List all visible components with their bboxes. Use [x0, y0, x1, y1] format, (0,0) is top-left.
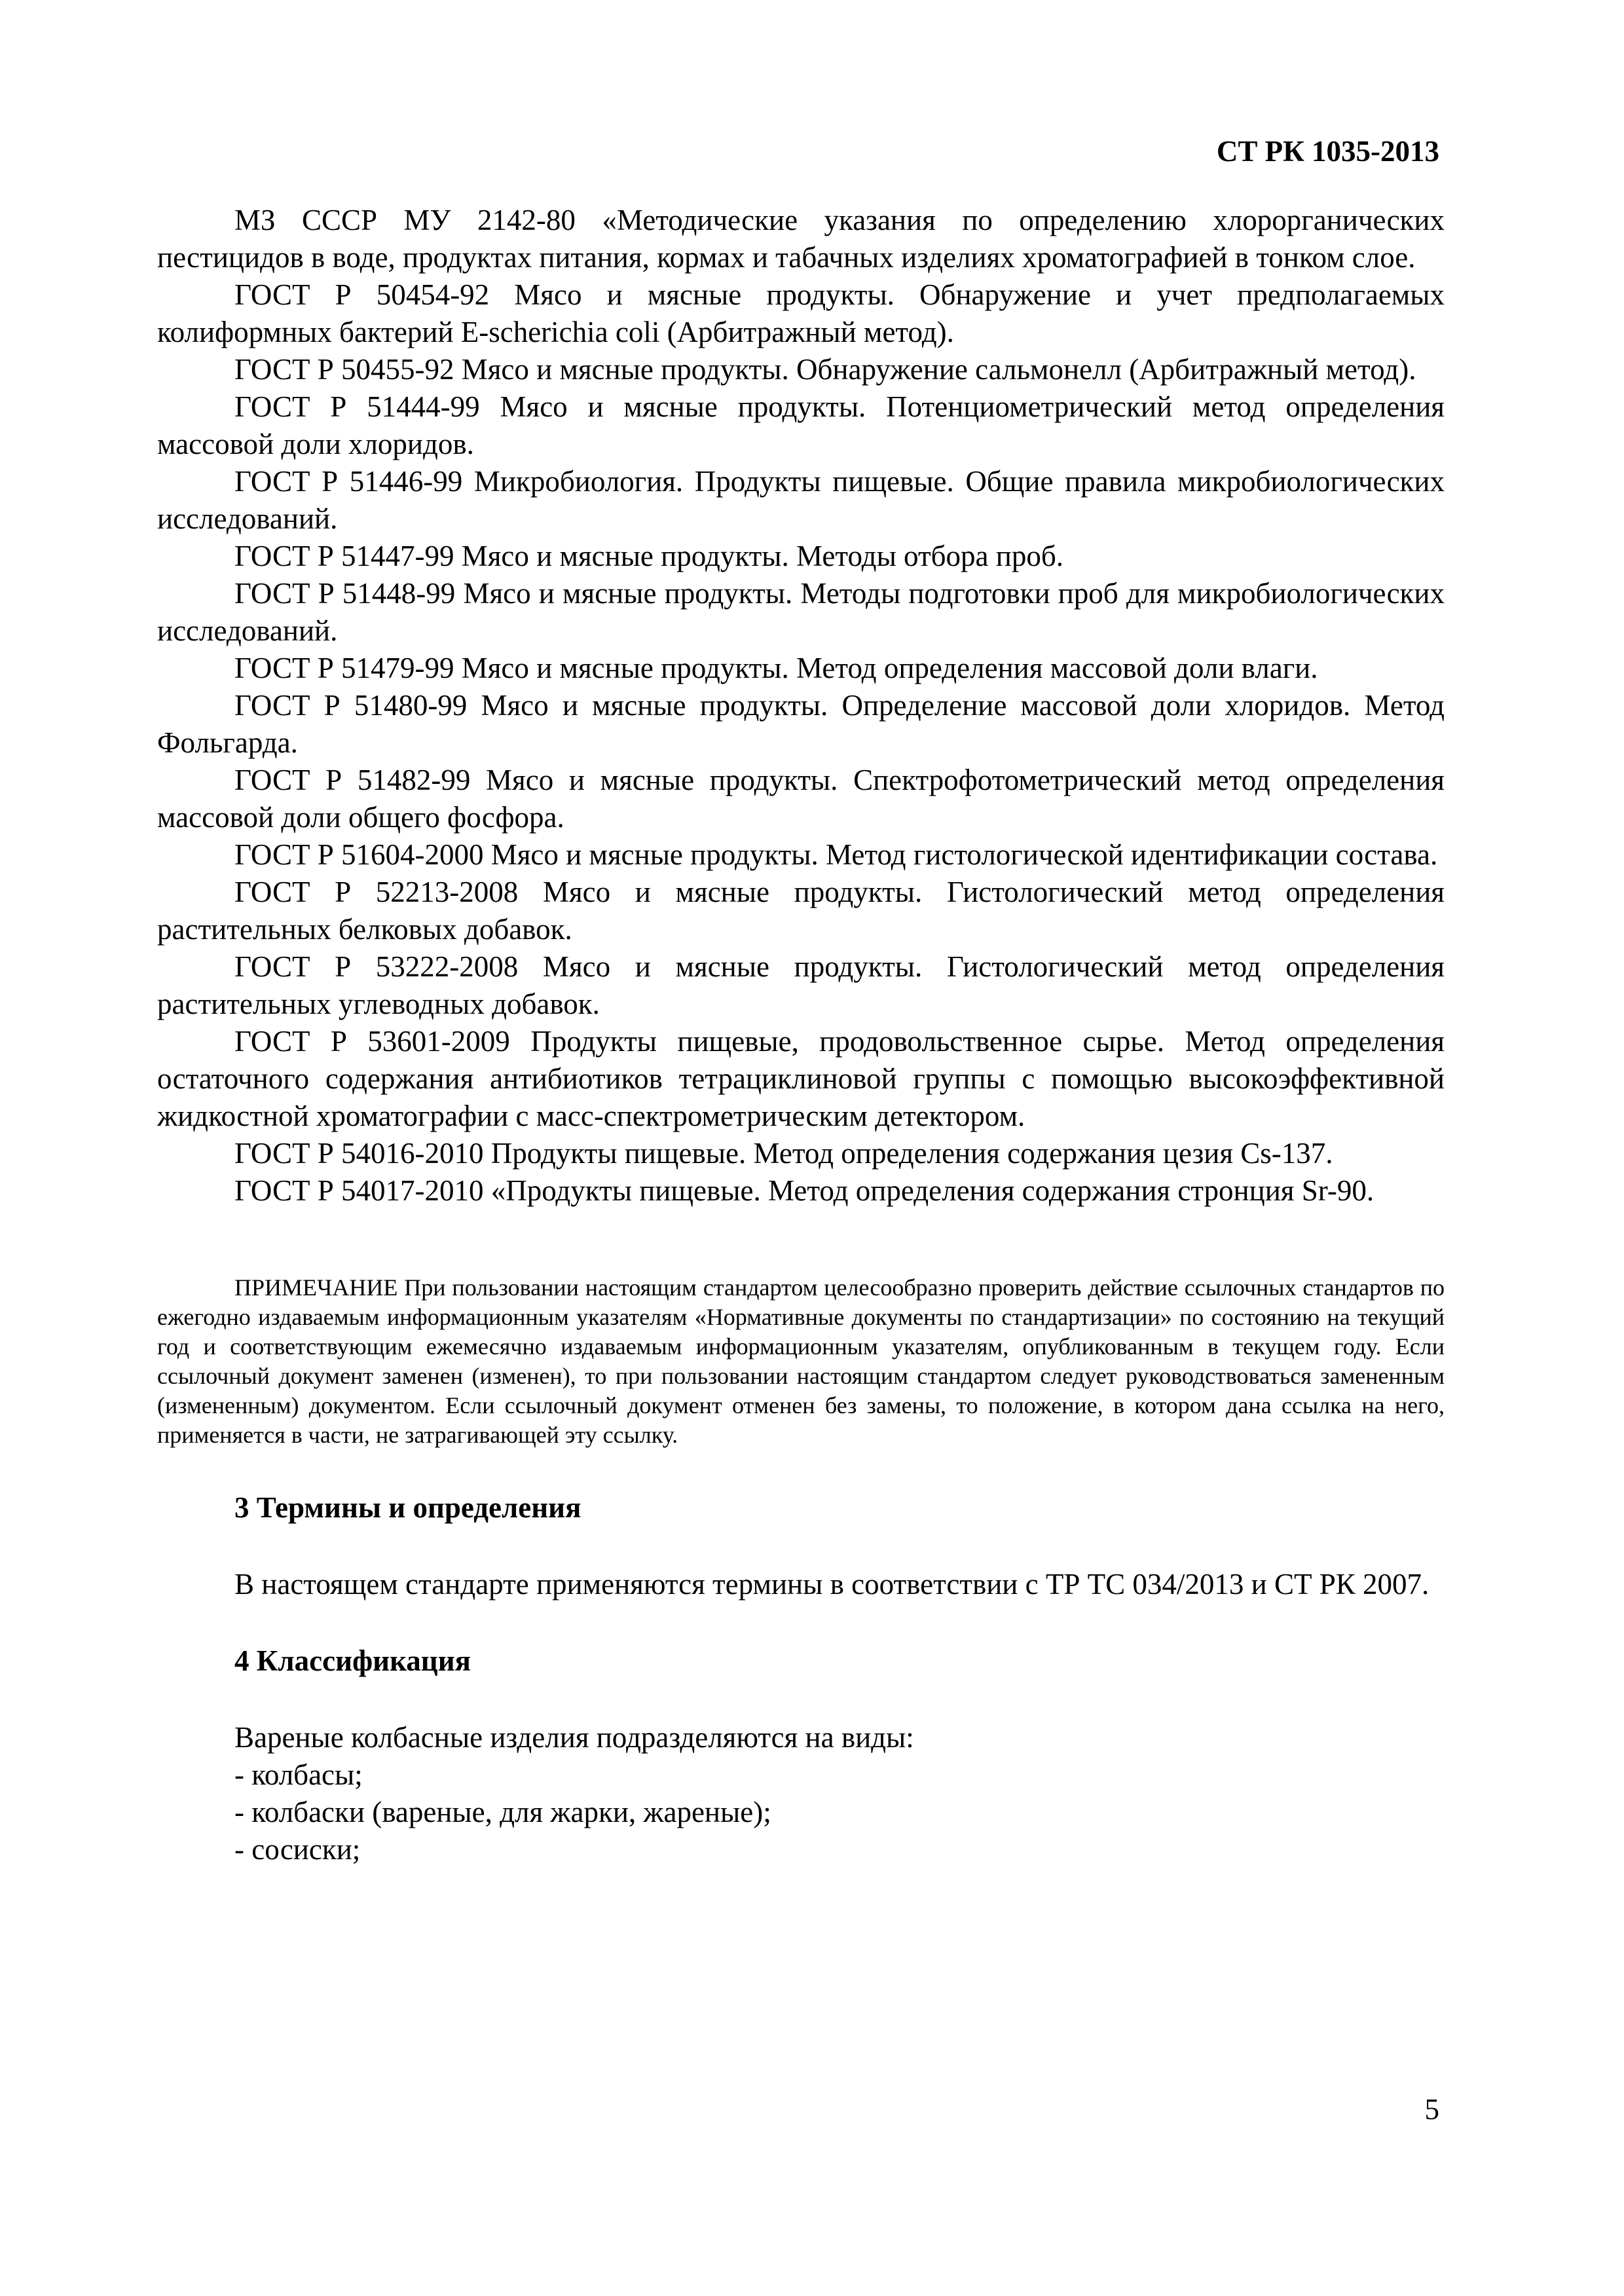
reference-item: ГОСТ Р 54017-2010 «Продукты пищевые. Метод определения содержания стронция Sr-90. — [234, 1174, 1375, 1207]
reference-item: ГОСТ Р 51480-99 Мясо и мясные продукты. Определение массовой доли хлоридов. Метод Фольгарда. — [157, 689, 1445, 759]
reference-item: ГОСТ Р 51479-99 Мясо и мясные продукты. Метод определения массовой доли влаги. — [234, 652, 1318, 684]
reference-item: ГОСТ Р 51448-99 Мясо и мясные продукты. Методы подготовки проб для микробиологических исследований. — [157, 577, 1445, 647]
list-item: - колбасы; — [234, 1758, 363, 1791]
reference-item: ГОСТ Р 53601-2009 Продукты пищевые, продовольственное сырье. Метод определения остаточного содержания антибиотиков тетрациклиновой группы с помощью высокоэффективной жидкостной хроматографии с масс-спектрометрическим детектором. — [157, 1025, 1445, 1132]
reference-item: ГОСТ Р 51446-99 Микробиология. Продукты пищевые. Общие правила микробиологических исследований. — [157, 465, 1445, 535]
reference-item: ГОСТ Р 50455-92 Мясо и мясные продукты. Обнаружение сальмонелл (Арбитражный метод). — [234, 353, 1416, 386]
document-body — [157, 202, 1445, 1868]
section-3-text: В настоящем стандарте применяются термины в соответствии с ТР ТС 034/2013 и СТ РК 2007. — [234, 1568, 1430, 1601]
classification-intro: Вареные колбасные изделия подразделяются на виды: — [234, 1721, 914, 1754]
list-item: - сосиски; — [234, 1833, 361, 1866]
reference-item: ГОСТ Р 52213-2008 Мясо и мясные продукты. Гистологический метод определения растительных белковых добавок. — [157, 876, 1445, 946]
section-3-heading: 3 Термины и определения — [234, 1491, 581, 1524]
note-paragraph: ПРИМЕЧАНИЕ При пользовании настоящим стандартом целесообразно проверить действие ссылочных стандартов по ежегодно издаваемым информационным указателям «Нормативные документы по стандартизации» по состоянию на текущий год и соответствующим ежемесячно издаваемым информационным указателям, опубликованным в текущем году. Если ссылочный документ заменен (изменен), то при пользовании настоящим стандартом следует руководствоваться замененным (измененным) документом. Если ссылочный документ отменен без замены, то положение, в котором дана ссылка на него, применяется в части, не затрагивающей эту ссылку. — [157, 1274, 1445, 1448]
reference-item: ГОСТ Р 53222-2008 Мясо и мясные продукты. Гистологический метод определения растительных углеводных добавок. — [157, 950, 1445, 1020]
list-item: - колбаски (вареные, для жарки, жареные); — [234, 1796, 771, 1828]
reference-item: ГОСТ Р 50454-92 Мясо и мясные продукты. Обнаружение и учет предполагаемых колиформных бактерий E-scherichia coli (Арбитражный метод). — [157, 278, 1445, 348]
document-id-header: СТ РК 1035-2013 — [1216, 135, 1439, 168]
reference-item: ГОСТ Р 54016-2010 Продукты пищевые. Метод определения содержания цезия Cs-137. — [234, 1137, 1333, 1170]
reference-item: ГОСТ Р 51604-2000 Мясо и мясные продукты. Метод гистологической идентификации состава. — [234, 838, 1438, 871]
reference-item: ГОСТ Р 51482-99 Мясо и мясные продукты. Спектрофотометрический метод определения массовой доли общего фосфора. — [157, 764, 1445, 834]
reference-item: ГОСТ Р 51447-99 Мясо и мясные продукты. Методы отбора проб. — [234, 540, 1063, 572]
section-4-heading: 4 Классификация — [234, 1644, 471, 1677]
page-number: 5 — [1424, 2093, 1439, 2126]
classification-list — [234, 1719, 1445, 1868]
reference-item: ГОСТ Р 51444-99 Мясо и мясные продукты. Потенциометрический метод определения массовой доли хлоридов. — [157, 390, 1445, 460]
reference-item: МЗ СССР МУ 2142-80 «Методические указания по определению хлорорганических пестицидов в воде, продуктах питания, кормах и табачных изделиях хроматографией в тонком слое. — [157, 204, 1445, 274]
